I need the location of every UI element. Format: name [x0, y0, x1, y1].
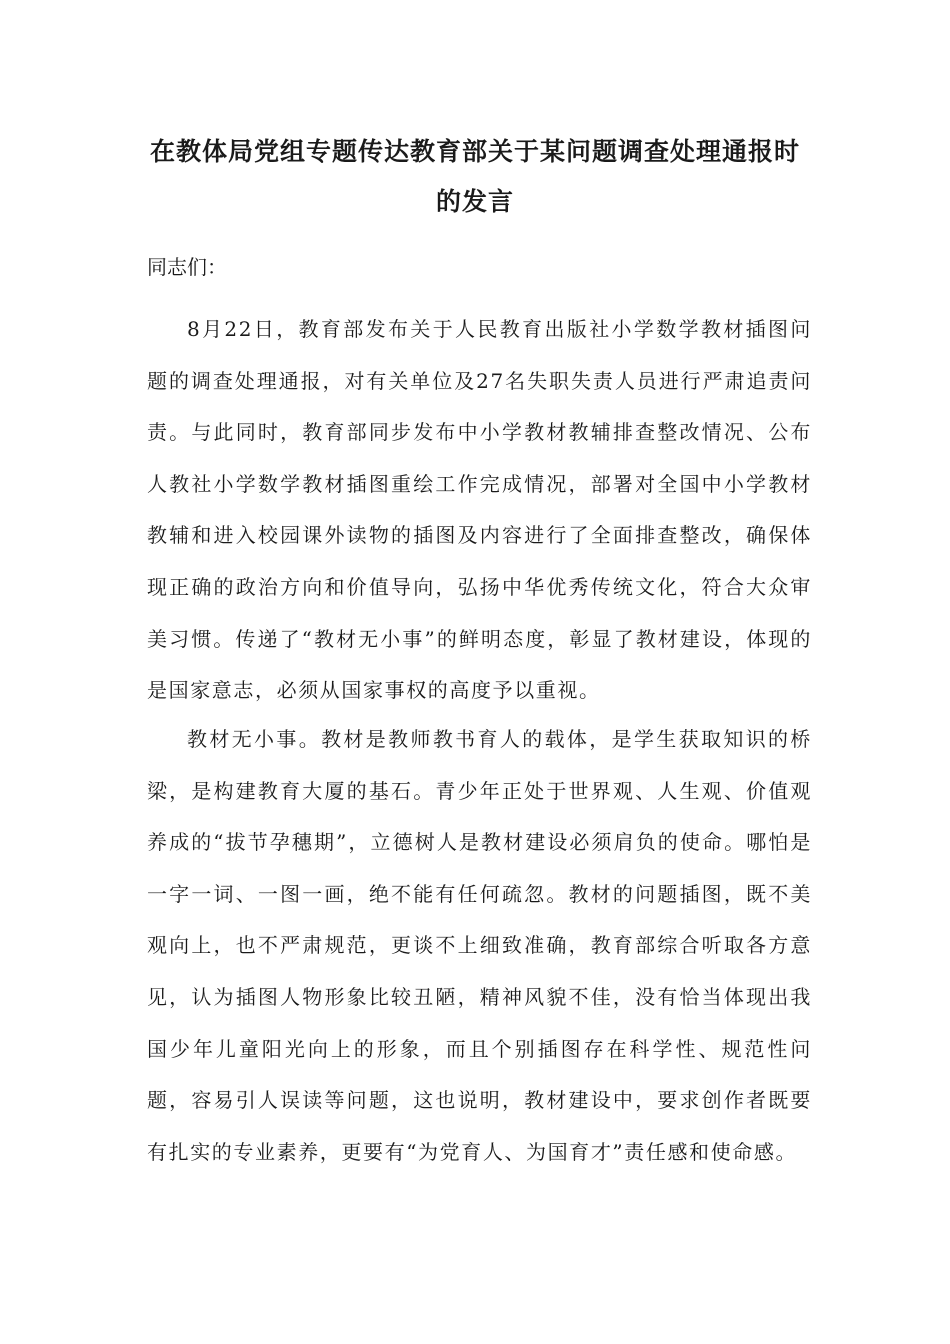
paragraph-2: 教材无小事。教材是教师教书育人的载体，是学生获取知识的桥梁，是构建教育大厦的基石。青少年正处于世界观、人生观、价值观养成的“拔节孕穗期”，立德树人是教材建设必须肩负的使命。哪怕是一字一词、一图一画，绝不能有任何疏忽。教材的问题插图，既不美观向上，也不严肃规范，更谈不上细致准确，教育部综合听取各方意见，认为插图人物形象比较丑陋，精神风貌不佳，没有恰当体现出我国少年儿童阳光向上的形象，而且个别插图存在科学性、规范性问题，容易引人误读等问题，这也说明，教材建设中，要求创作者既要有扎实的专业素养，更要有“为党育人、为国育才”责任感和使命感。 — [147, 727, 812, 1164]
paragraph-1: 8月22日，教育部发布关于人民教育出版社小学数学教材插图问题的调查处理通报，对有关单位及27名失职失责人员进行严肃追责问责。与此同时，教育部同步发布中小学教材教辅排查整改情况、公布人教社小学数学教材插图重绘工作完成情况，部署对全国中小学教材教辅和进入校园课外读物的插图及内容进行了全面排查整改，确保体现正确的政治方向和价值导向，弘扬中华优秀传统文化，符合大众审美习惯。传递了“教材无小事”的鲜明态度，彰显了教材建设，体现的是国家意志，必须从国家事权的高度予以重视。 — [147, 317, 812, 703]
document-title-line-1: 在教体局党组专题传达教育部关于某问题调查处理通报时 — [149, 137, 800, 166]
salutation: 同志们： — [147, 255, 227, 279]
document-title-line-2: 的发言 — [435, 187, 514, 216]
